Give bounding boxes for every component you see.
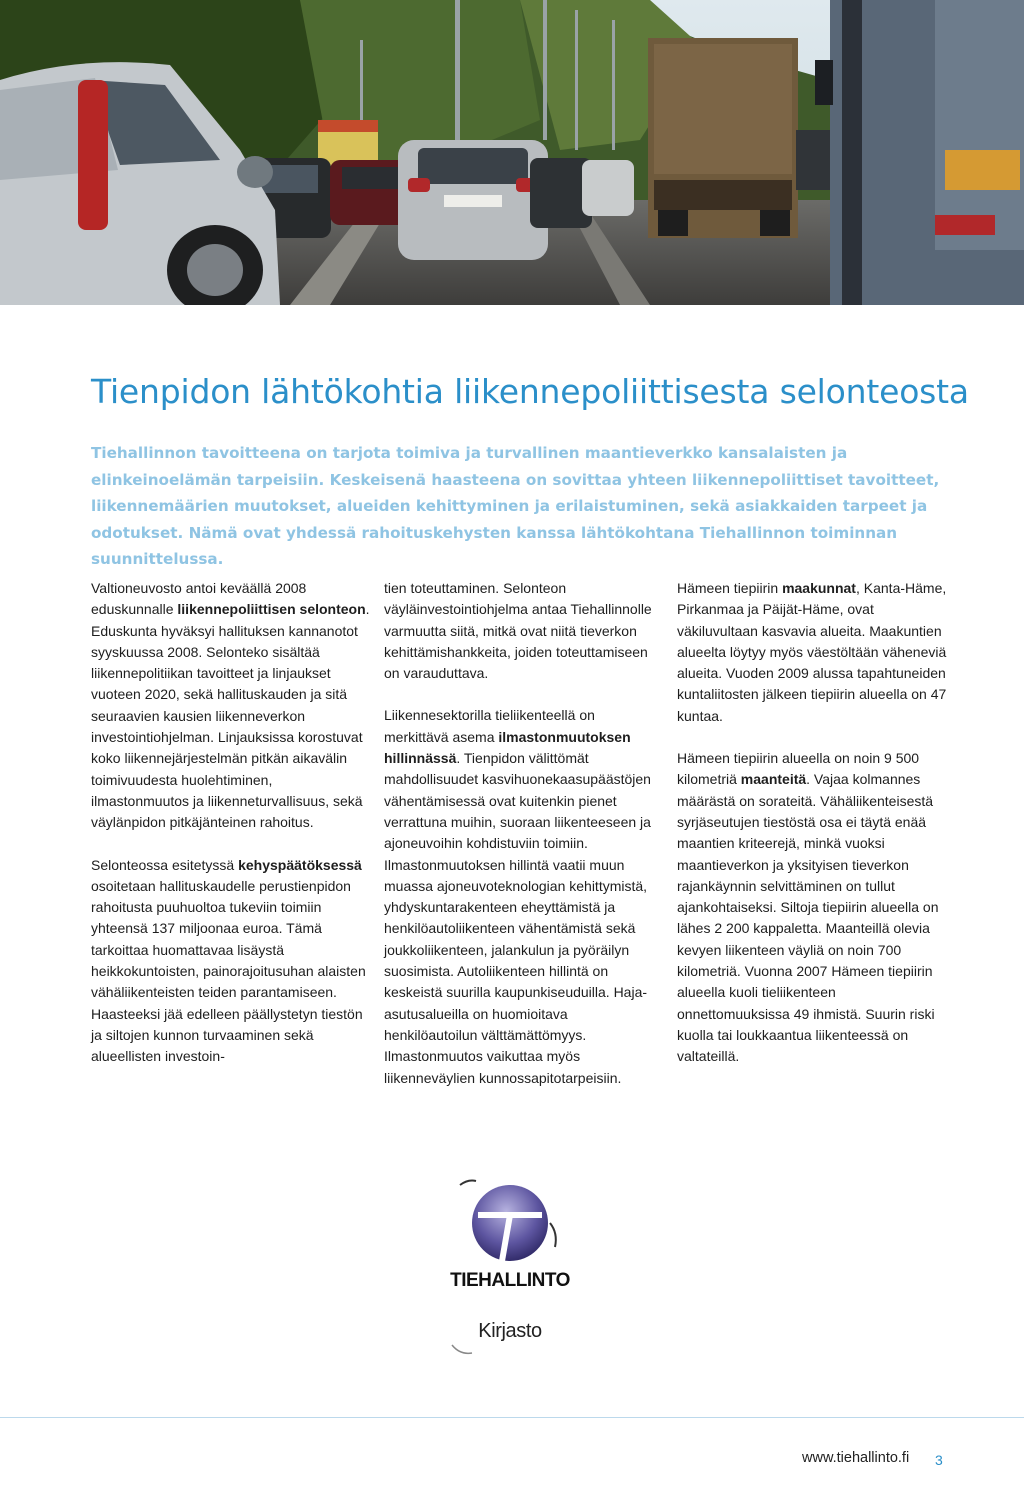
paragraph (91, 578, 371, 834)
text-run: Valtioneuvosto antoi keväällä 2008 eduskunnalle (91, 580, 307, 618)
traffic-photo-illustration (0, 0, 1024, 305)
text-run: , Kanta-Häme, Pirkanmaa ja Päijät-Häme, ovat väkiluvultaan kasvavia alueita. Maakuntien alueelta löytyy myös väestöltään väheneviä alueita. Vuoden 2009 alussa tapahtuneiden kuntaliitosten jälkeen tiepiirin alueella on 47 kuntaa. (677, 580, 947, 724)
logo-wordmark: TIEHALLINTO (450, 1270, 570, 1291)
text-run: Liikennesektorilla tieliikenteellä on merkittävä asema (384, 707, 595, 745)
paragraph (677, 578, 952, 727)
text-run: Hämeen tiepiirin (677, 580, 783, 596)
paragraph (91, 855, 371, 1068)
emphasis-text: ilmastonmuutoksen hillinnässä (384, 728, 631, 767)
paragraph (384, 705, 659, 1088)
header-photo-traffic (0, 0, 1024, 305)
emphasis-text: maakunnat (782, 580, 856, 596)
text-column-1 (91, 578, 371, 1089)
stamp-library-label: Kirjasto (478, 1320, 542, 1342)
text-run: Selonteossa esitetyssä (91, 856, 239, 873)
page-number: 3 (935, 1452, 943, 1468)
text-column-3 (677, 578, 952, 1089)
text-run: Hämeen tiepiirin alueella on noin 9 500 kilometriä (677, 750, 920, 788)
footer-website-link[interactable]: www.tiehallinto.fi (802, 1450, 910, 1466)
paragraph: tien toteuttaminen. Selonteon väyläinvestointiohjelma antaa Tiehallinnolle varmuutta siitä, mitkä ovat niitä tieverkon kehittämishankkeita, joiden toteuttamiseen on varauduttava. (384, 580, 652, 682)
text-run: . Eduskunta hyväksyi hallituksen kannanotot syyskuussa 2008. Selonteko sisältää liikennepolitiikan tavoitteet ja linjaukset vuoteen 2020, sekä hallituskauden ja sitä seuraavien kausien liikenneverkon investointiohjelman. Linjauksissa korostuvat koko liikennejärjestelmän pitkän aikavälin toimivuudesta huolehtiminen, ilmastonmuutos ja liikenneturvallisuus, sekä väylänpidon pitkäjänteinen rahoitus. (91, 601, 370, 831)
text-run: osoitetaan hallituskaudelle perustienpidon rahoitusta puuhuoltoa tukeviin toimiin yhteensä 137 miljoonaa euroa. Tämä tarkoittaa huomattavaa lisäystä heikkokuntoisten, painorajoitusuhan alaisten vähäliikenteisten teiden parantamiseen. Haasteeksi jää edelleen päällystetyn tiestön ja siltojen kunnon turvaaminen sekä alueellisten investoin- (91, 877, 366, 1065)
text-run: . Tienpidon välittömät mahdollisuudet kasvihuonekaasupäästöjen vähentämisessä ovat kuitenkin pienet verrattuna muihin, suoraan liikenteeseen ja ajoneuvoihin kohdistuviin toimiin. Ilmastonmuutoksen hillintä vaatii muun muassa ajoneuvoteknologian kehittymistä, yhdyskuntarakenteen eheyttämistä ja henkilöautoliikenteen vähentämistä sekä joukkoliikenteen, jalankulun ja pyöräilyn suosimista. Autoliikenteen hillintä on keskeistä suurilla kaupunkiseuduilla. Haja-asutusalueilla on huomioitava henkilöautoilun välttämättömyys. Ilmastonmuutos vaikuttaa myös liikenneväylien kunnossapitotarpeisiin. (384, 750, 651, 1086)
emphasis-text: liikennepoliittisen selonteon (177, 601, 366, 618)
emphasis-text: kehyspäätöksessä (238, 856, 362, 873)
text-run: . Vajaa kolmannes määrästä on sorateitä. Vähäliikenteisestä syrjäseutujen tiestöstä osa ei täytä enää maantien kriteerejä, minkä vuoksi maantieverkon ja yksityisen tieverkon rajankäynnin selvittäminen on tullut ajankohtaiseksi. Siltoja tiepiirin alueella on lähes 2 200 kappaletta. Maanteillä olevia kevyen liikenteen väyliä on noin 700 kilometriä. Vuonna 2007 Hämeen tiepiirin alueella kuoli tieliikenteen onnettomuuksissa 49 ihmistä. Suurin riski kuolla tai loukkaantua liikenteessä on valtateillä. (677, 771, 939, 1065)
paragraph (677, 748, 952, 1067)
page-title: Tienpidon lähtökohtia liikennepoliittisesta selonteosta (91, 372, 969, 411)
tiehallinto-library-stamp (430, 1175, 590, 1365)
text-column-2 (384, 578, 659, 1110)
footer-divider (0, 1417, 1024, 1418)
emphasis-text: maanteitä (740, 771, 807, 788)
lead-paragraph: Tiehallinnon tavoitteena on tarjota toimiva ja turvallinen maantieverkko kansalaisten ja elinkeinoelämän tarpeisiin. Keskeisenä haasteena on sovittaa yhteen liikennepoliittiset tavoitteet, liikennemäärien muutokset, alueiden kehittyminen ja erilaistuminen, sekä asiakkaiden tarpeet ja odotukset. Nämä ovat yhdessä rahoituskehysten kanssa lähtökohtana Tiehallinnon toiminnan suunnittelussa. (91, 444, 940, 568)
